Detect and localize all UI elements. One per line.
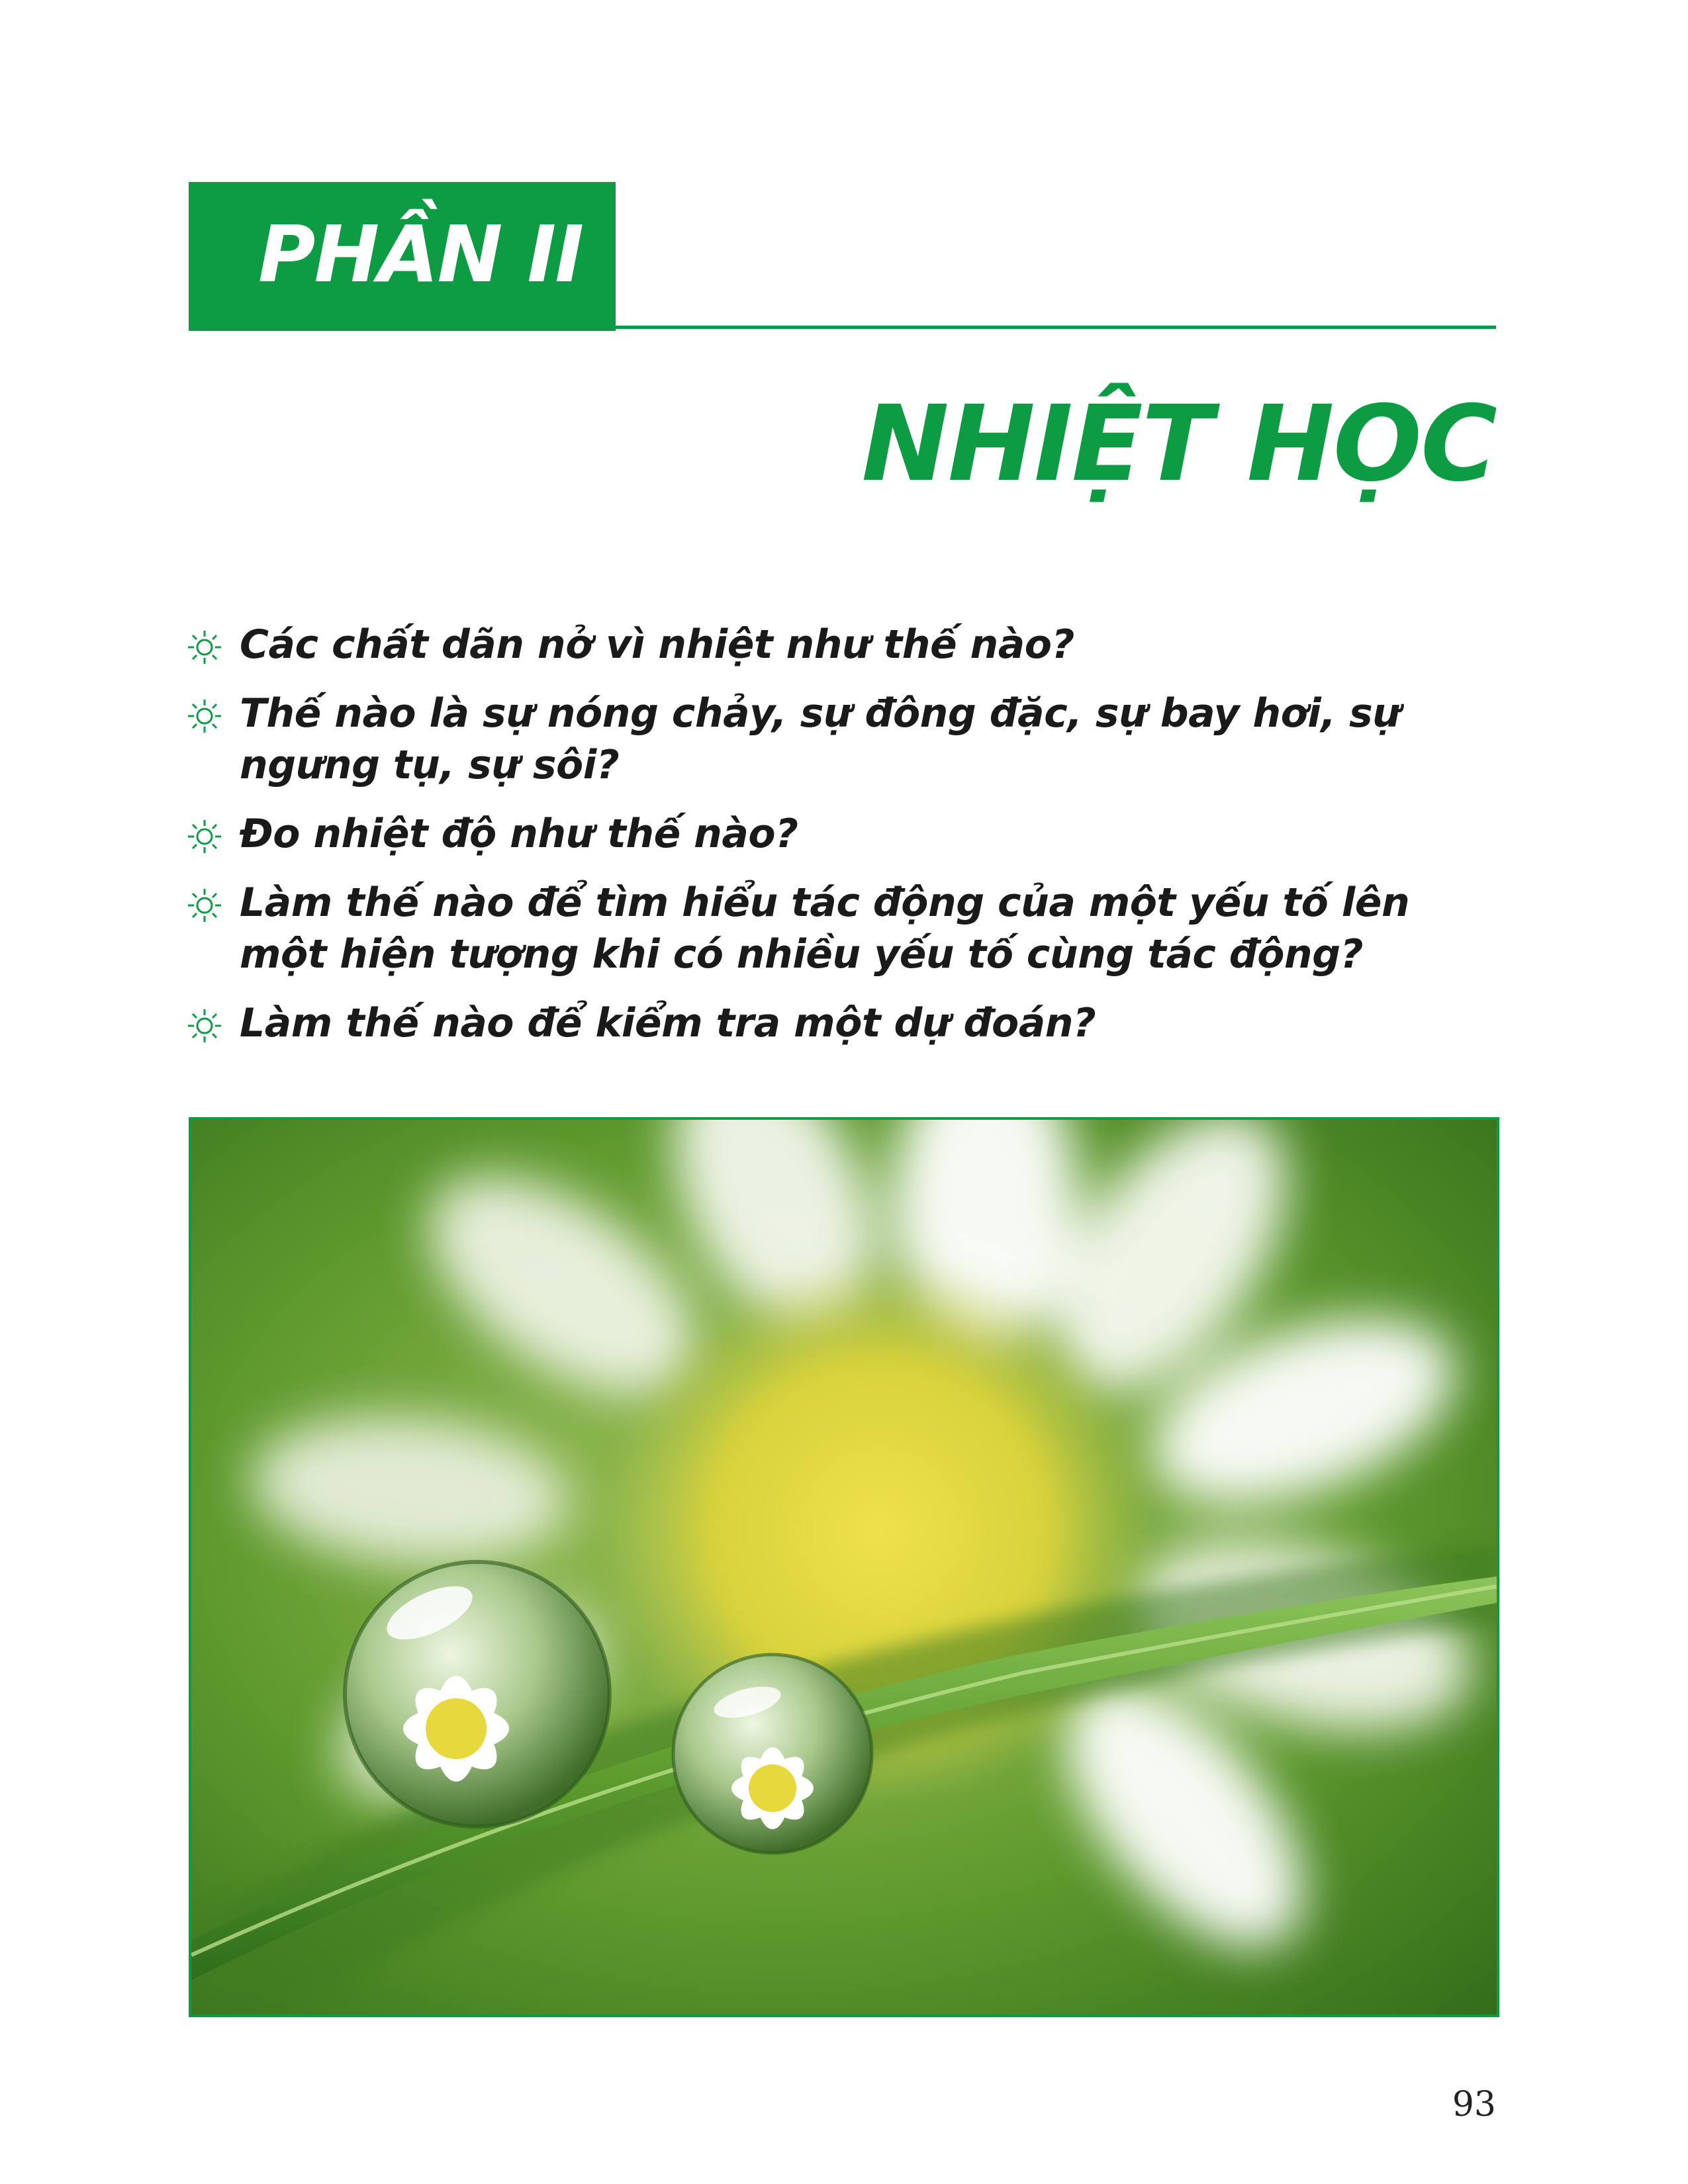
sun-icon [187,887,222,923]
question-item [187,808,1504,860]
question-item [187,997,1504,1049]
sun-icon [187,698,222,734]
chapter-title: NHIỆT HỌC [861,383,1496,505]
header-rule [616,326,1496,329]
page-number: 93 [1452,2085,1496,2124]
question-text: Làm thế nào để kiểm tra một dự đoán? [240,1000,1096,1046]
question-list [187,619,1504,1066]
dewdrop-daisy-photo [189,1117,1499,2017]
sun-icon [187,1008,222,1044]
question-text: Làm thế nào để tìm hiểu tác động của một yếu tố lên một hiện tượng khi có nhiều yếu tố cùng tác động? [240,880,1410,978]
dewdrop-daisy-illustration [191,1120,1497,2015]
question-text: Đo nhiệt độ như thế nào? [240,811,798,857]
question-item [187,877,1504,980]
question-item [187,688,1504,791]
sun-icon [187,629,222,665]
question-item [187,619,1504,670]
part-label: PHẦN II [258,208,583,300]
left-water-drop [345,1562,610,1827]
question-text: Các chất dãn nở vì nhiệt như thế nào? [240,621,1074,668]
sun-icon [187,819,222,854]
right-water-drop [673,1655,872,1853]
question-text: Thế nào là sự nóng chảy, sự đông đặc, sự bay hơi, sự ngưng tụ, sự sôi? [240,690,1401,788]
